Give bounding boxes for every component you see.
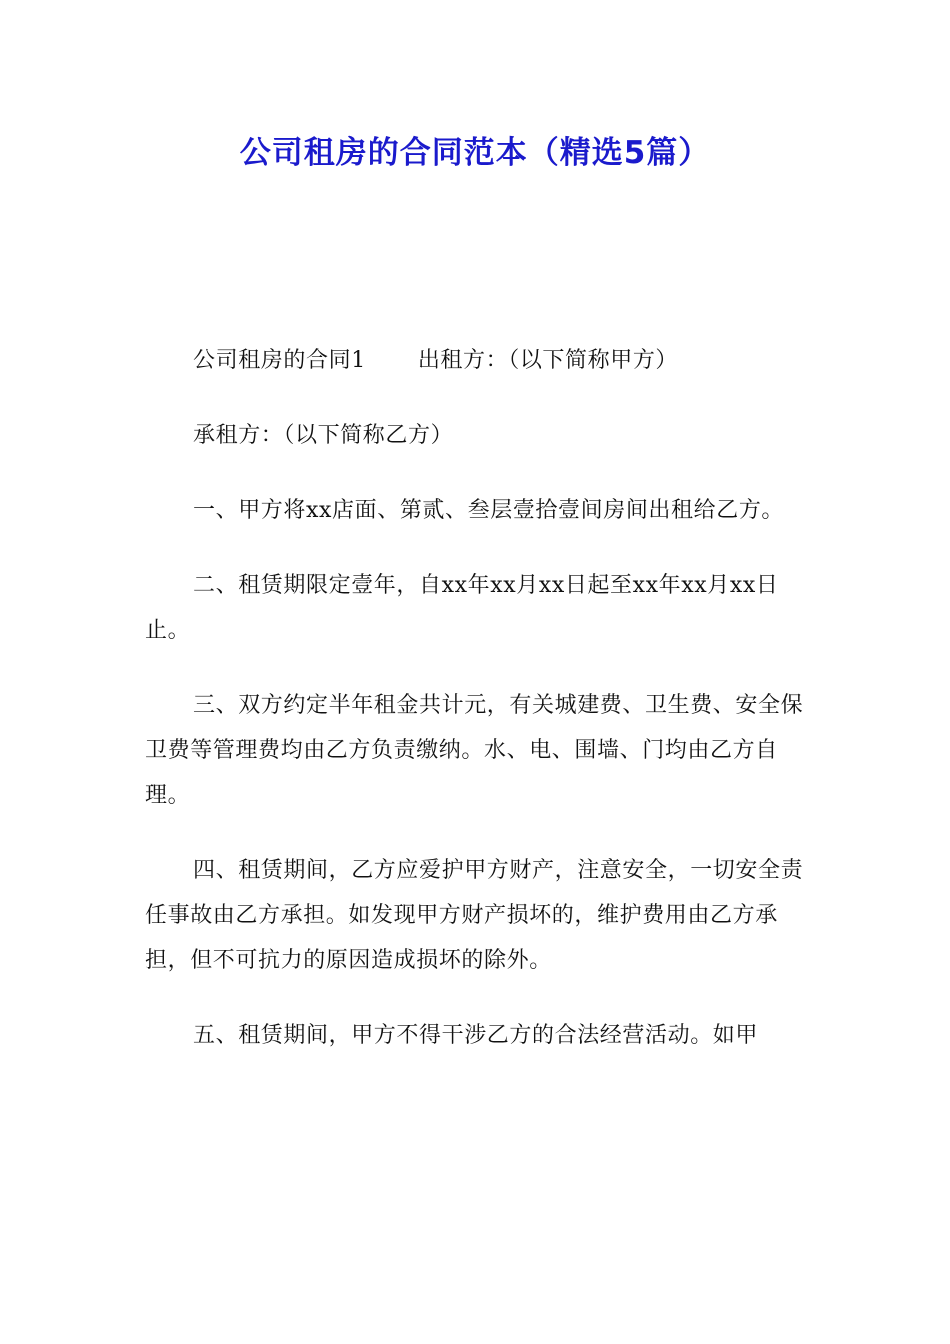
paragraph-clause-5: 五、租赁期间，甲方不得干涉乙方的合法经营活动。如甲 <box>193 1023 759 1048</box>
paragraph-clause-3: 三、双方约定半年租金共计元，有关城建费、卫生费、安全保卫费等管理费均由乙方负责缴纳。水、电、围墙、门均由乙方自理。 <box>145 693 804 808</box>
paragraph-contract-heading <box>145 338 810 383</box>
document-title: 公司租房的合同范本（精选5篇） <box>239 135 711 171</box>
document-body <box>145 338 810 1088</box>
paragraph-clause-1: 一、甲方将xx店面、第贰、叁层壹拾壹间房间出租给乙方。 <box>193 498 785 523</box>
lessor-label: 出租方：（以下简称甲方） <box>417 348 679 373</box>
paragraph-lessee: 承租方：（以下简称乙方） <box>193 423 454 448</box>
paragraph-clause-2: 二、租赁期限定壹年，自xx年xx月xx日起至xx年xx月xx日止。 <box>145 573 779 643</box>
contract-number-label: 公司租房的合同1 <box>193 348 366 373</box>
paragraph-clause-4: 四、租赁期间，乙方应爱护甲方财产，注意安全，一切安全责任事故由乙方承担。如发现甲方财产损坏的，维护费用由乙方承担，但不可抗力的原因造成损坏的除外。 <box>145 858 804 973</box>
